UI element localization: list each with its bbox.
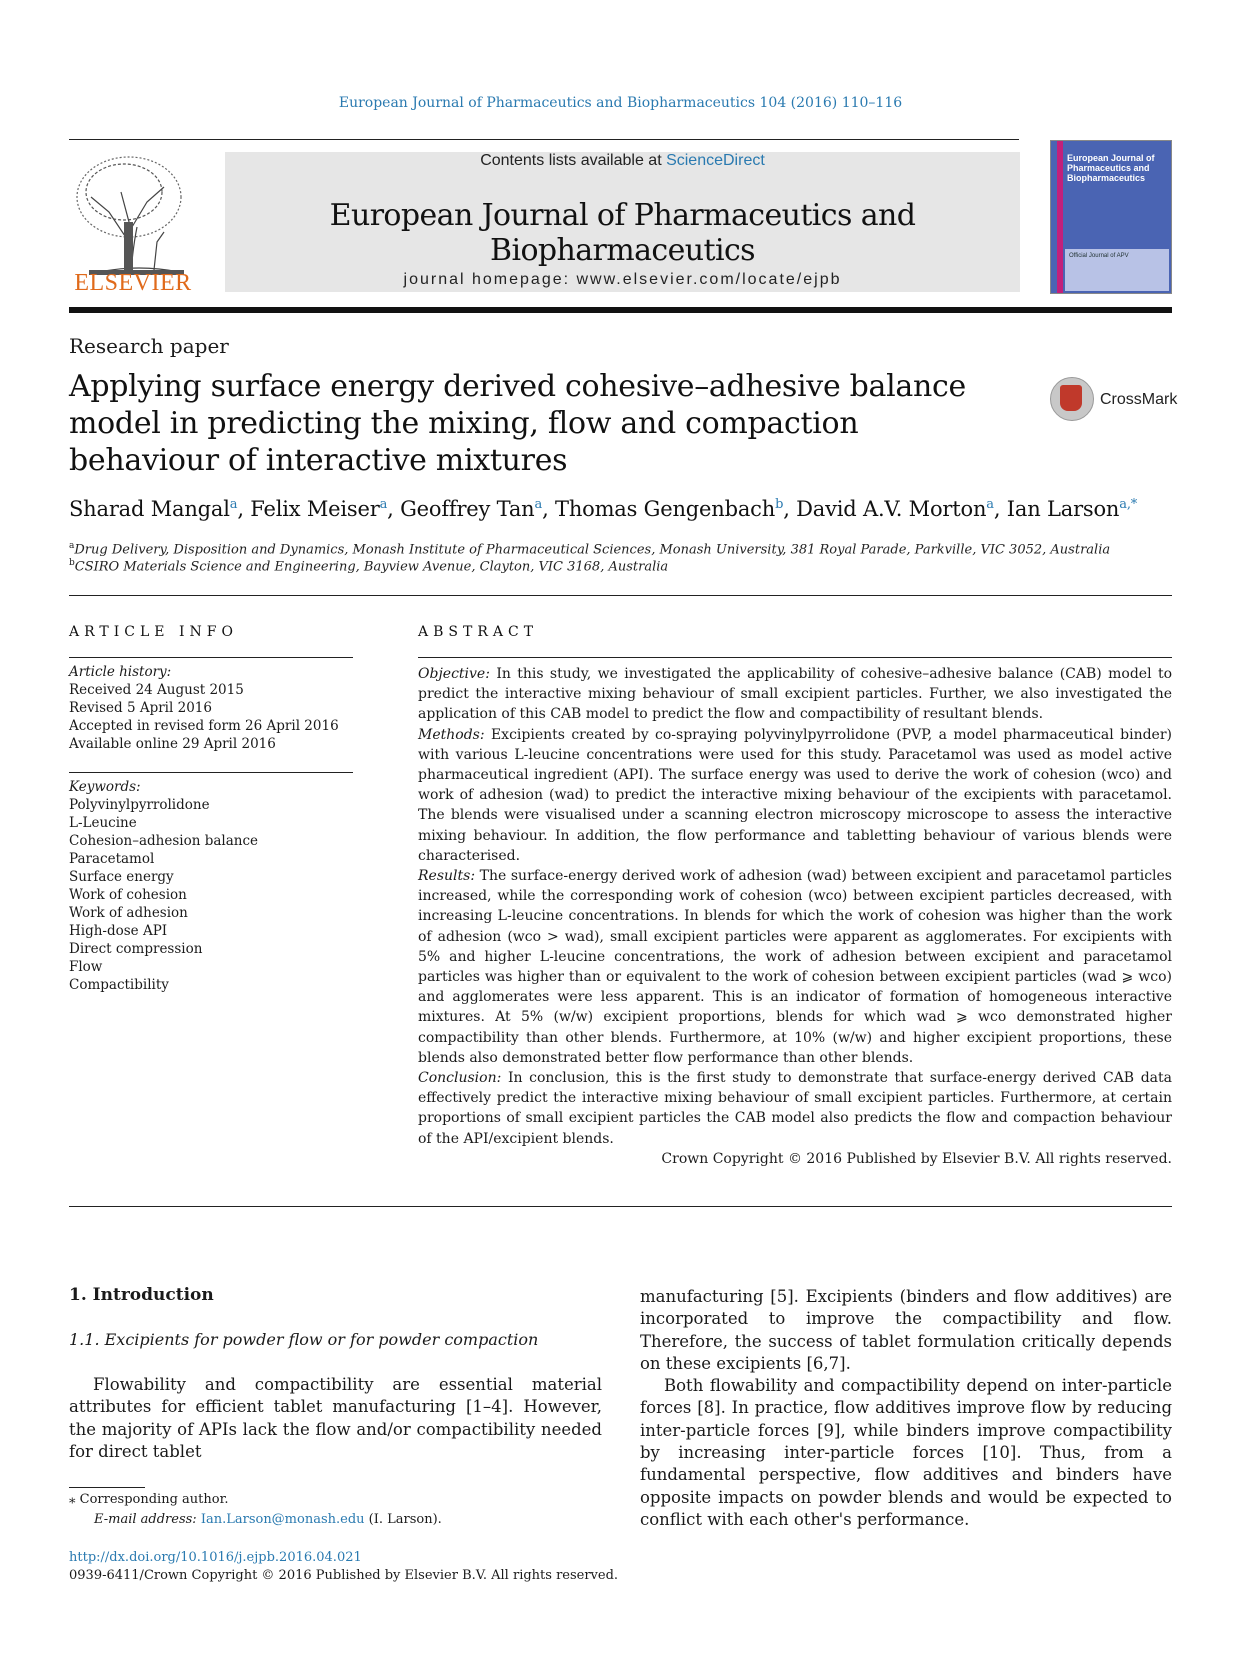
abstract-results — [418, 866, 1172, 1068]
header-rule-bottom — [69, 307, 1172, 313]
cover-stripe — [1057, 141, 1063, 293]
keywords-list — [69, 778, 359, 994]
abstract-heading: ABSTRACT — [418, 624, 539, 640]
abstract-label: Methods: — [418, 726, 485, 743]
abstract-methods — [418, 725, 1172, 866]
abstract-end-rule — [69, 1206, 1172, 1207]
keyword: Work of adhesion — [69, 905, 188, 921]
author-name[interactable]: David A.V. Morton — [796, 497, 987, 521]
cover-title: European Journal of Pharmaceutics and Biopharmaceutics — [1067, 153, 1155, 183]
contents-prefix: Contents lists available at — [480, 152, 667, 169]
keyword: Cohesion–adhesion balance — [69, 833, 258, 849]
subsection-heading: 1.1. Excipients for powder flow or for powder compaction — [69, 1330, 539, 1349]
history-item: Revised 5 April 2016 — [69, 700, 212, 716]
affiliation-rule — [69, 595, 1172, 596]
author-affiliation-mark[interactable]: a — [229, 497, 238, 512]
abstract-label: Objective: — [418, 666, 490, 682]
abstract-text: In this study, we investigated the applicability of cohesive–adhesive balance (CAB) model to predict the interactive mixing behaviour of small excipient particles. Further, we also investigated the application of this CAB model to predict the flow and compactibility of resultant blends. — [418, 666, 1172, 723]
body-paragraph: Both flowability and compactibility depend on inter-particle forces [8]. In practice, flow additives improve flow by reducing inter-particle forces [9], while binders improve compactibility by increasing inter-particle forces [10]. Thus, from a fundamental perspective, flow additives and binders have opposite impacts on powder blends and would be expected to conflict with each other's performance. — [640, 1376, 1172, 1529]
author-name[interactable]: Geoffrey Tan — [400, 497, 535, 521]
keyword: Paracetamol — [69, 851, 155, 867]
abstract-text: The surface-energy derived work of adhesion (wad) between excipient and paracetamol particles increased, while the corresponding work of cohesion (wco) between excipient particles decreased, with increasing L-leucine concentrations. In blends for which the work of cohesion was higher than the work of adhesion (wco > wad), small excipient particles were apparent as agglomerates. For excipients with 5% and higher L-leucine concentrations, the work of adhesion between excipient and paracetamol particles was higher than or equivalent to the work of cohesion between excipient particles (wad ⩾ wco) and agglomerates were less apparent. This is an indicator of formation of homogeneous interactive mixtures. At 5% (w/w) excipient proportions, blends for which wad ⩾ wco demonstrated higher compactibility than other blends. Furthermore, at 10% (w/w) and higher excipient proportions, these blends also demonstrated better flow performance than other blends. — [418, 868, 1172, 1066]
author-affiliation-mark[interactable]: a — [379, 497, 388, 512]
keyword: Work of cohesion — [69, 887, 187, 903]
email-suffix: (I. Larson). — [368, 1512, 442, 1527]
abstract-rule — [418, 657, 1172, 658]
keyword: Compactibility — [69, 977, 169, 993]
history-item: Received 24 August 2015 — [69, 682, 244, 698]
body-column-right — [640, 1286, 1172, 1531]
article-info-rule — [69, 657, 353, 658]
contents-line — [225, 152, 1020, 170]
body-paragraph: Flowability and compactibility are essential material attributes for efficient tablet manufacturing [1–4]. However, the majority of APIs lack the flow and/or compactibility needed for direct tablet — [69, 1375, 602, 1461]
affiliation-b — [69, 558, 668, 574]
abstract-label: Conclusion: — [418, 1070, 502, 1087]
article-title: Applying surface energy derived cohesive–adhesive balance model in predicting the mixing, flow and compaction behaviour of interactive mixtures — [69, 369, 966, 478]
issn-copyright: 0939-6411/Crown Copyright © 2016 Published by Elsevier B.V. All rights reserved. — [69, 1568, 619, 1583]
article-info-heading: ARTICLE INFO — [69, 624, 238, 640]
affiliation-text: Drug Delivery, Disposition and Dynamics, Monash Institute of Pharmaceutical Sciences, Monash University, 381 Royal Parade, Parkville, VIC 3052, Australia — [74, 542, 1111, 558]
affiliation-label: b — [69, 558, 75, 568]
author-affiliation-mark[interactable]: b — [775, 497, 784, 512]
abstract-copyright: Crown Copyright © 2016 Published by Elsevier B.V. All rights reserved. — [661, 1151, 1172, 1167]
header-rule-top — [69, 139, 1019, 140]
crossmark-badge[interactable] — [1050, 377, 1200, 421]
affiliation-text: CSIRO Materials Science and Engineering, Bayview Avenue, Clayton, VIC 3168, Australia — [74, 559, 669, 575]
abstract-text: Excipients created by co-spraying polyvinylpyrrolidone (PVP, a model pharmaceutical binder) with various L-leucine concentrations were used for this study. Paracetamol was used as model active pharmaceutical ingredient (API). The surface energy was used to derive the work of cohesion (wco) and work of adhesion (wad) to predict the interactive mixing behaviour of the excipients with paracetamol. The blends were visualised under a scanning electron microscopy microscope to assess the interactive mixing behaviour. In addition, the flow performance and tabletting behaviour of various blends were characterised. — [418, 726, 1172, 864]
crossmark-label: CrossMark — [1100, 391, 1178, 408]
author-list: Sharad Mangal$^a$, Felix Meiser$^a$, Geoffrey Tan$^a$, Thomas Gengenbach$^b$, David A.V. Morton$^a$, Ian Larson$^{a,*}$ — [69, 497, 1138, 521]
sciencedirect-link[interactable]: ScienceDirect — [666, 152, 765, 169]
journal-homepage[interactable]: journal homepage: www.elsevier.com/locate/ejpb — [403, 271, 842, 288]
journal-title: European Journal of Pharmaceutics and Biopharmaceutics — [329, 198, 916, 268]
author-affiliation-mark[interactable]: a — [534, 497, 543, 512]
journal-cover-thumbnail[interactable] — [1050, 140, 1172, 294]
abstract-conclusion — [418, 1068, 1172, 1149]
corresponding-author-note: ⁎ Corresponding author. — [69, 1492, 229, 1507]
keywords-rule — [69, 772, 353, 773]
keyword: Polyvinylpyrrolidone — [69, 797, 210, 813]
cover-small-text: Official Journal of APV — [1069, 253, 1129, 259]
author-name[interactable]: Felix Meiser — [250, 497, 380, 521]
author-affiliation-mark[interactable]: a — [986, 497, 994, 512]
doi-link[interactable]: http://dx.doi.org/10.1016/j.ejpb.2016.04.021 — [69, 1550, 362, 1565]
crossmark-bookmark-icon — [1060, 385, 1082, 411]
affiliation-label: a — [69, 541, 75, 551]
abstract-label: Results: — [418, 868, 476, 885]
history-item: Available online 29 April 2016 — [69, 736, 276, 752]
author-affiliation-mark[interactable]: a,* — [1119, 497, 1138, 512]
author-name[interactable]: Ian Larson — [1006, 497, 1120, 521]
history-label: Article history: — [69, 664, 172, 680]
body-paragraph: manufacturing [5]. Excipients (binders and flow additives) are incorporated to improve the compactibility and flow. Therefore, the success of tablet formulation critically depends on these excipients [6,7]. — [640, 1287, 1172, 1373]
affiliation-a — [69, 541, 1110, 557]
journal-citation[interactable]: European Journal of Pharmaceutics and Biopharmaceutics 104 (2016) 110–116 — [338, 95, 903, 111]
keyword: L-Leucine — [69, 815, 137, 831]
email-label: E-mail address: — [94, 1512, 197, 1527]
abstract-body — [418, 664, 1172, 1149]
email-link[interactable]: Ian.Larson@monash.edu — [200, 1512, 365, 1527]
footnote-rule — [69, 1487, 145, 1488]
keyword: Surface energy — [69, 869, 174, 885]
article-history — [69, 663, 359, 753]
email-footnote — [94, 1512, 442, 1527]
keyword: Direct compression — [69, 941, 203, 957]
abstract-text: In conclusion, this is the first study to demonstrate that surface-energy derived CAB data effectively predict the interactive mixing behaviour of small excipient particles. Furthermore, at certain proportions of small excipient particles the CAB model also predicts the flow and compaction behaviour of the API/excipient blends. — [418, 1070, 1172, 1147]
elsevier-wordmark[interactable]: ELSEVIER — [74, 270, 192, 296]
keywords-label: Keywords: — [69, 779, 141, 795]
keyword: Flow — [69, 959, 103, 975]
article-type: Research paper — [69, 334, 229, 358]
abstract-objective — [418, 664, 1172, 725]
author-name[interactable]: Thomas Gengenbach — [555, 497, 776, 521]
history-item: Accepted in revised form 26 April 2016 — [69, 718, 339, 734]
author-name[interactable]: Sharad Mangal — [69, 497, 230, 521]
keyword: High-dose API — [69, 923, 168, 939]
section-heading: 1. Introduction — [69, 1285, 214, 1305]
